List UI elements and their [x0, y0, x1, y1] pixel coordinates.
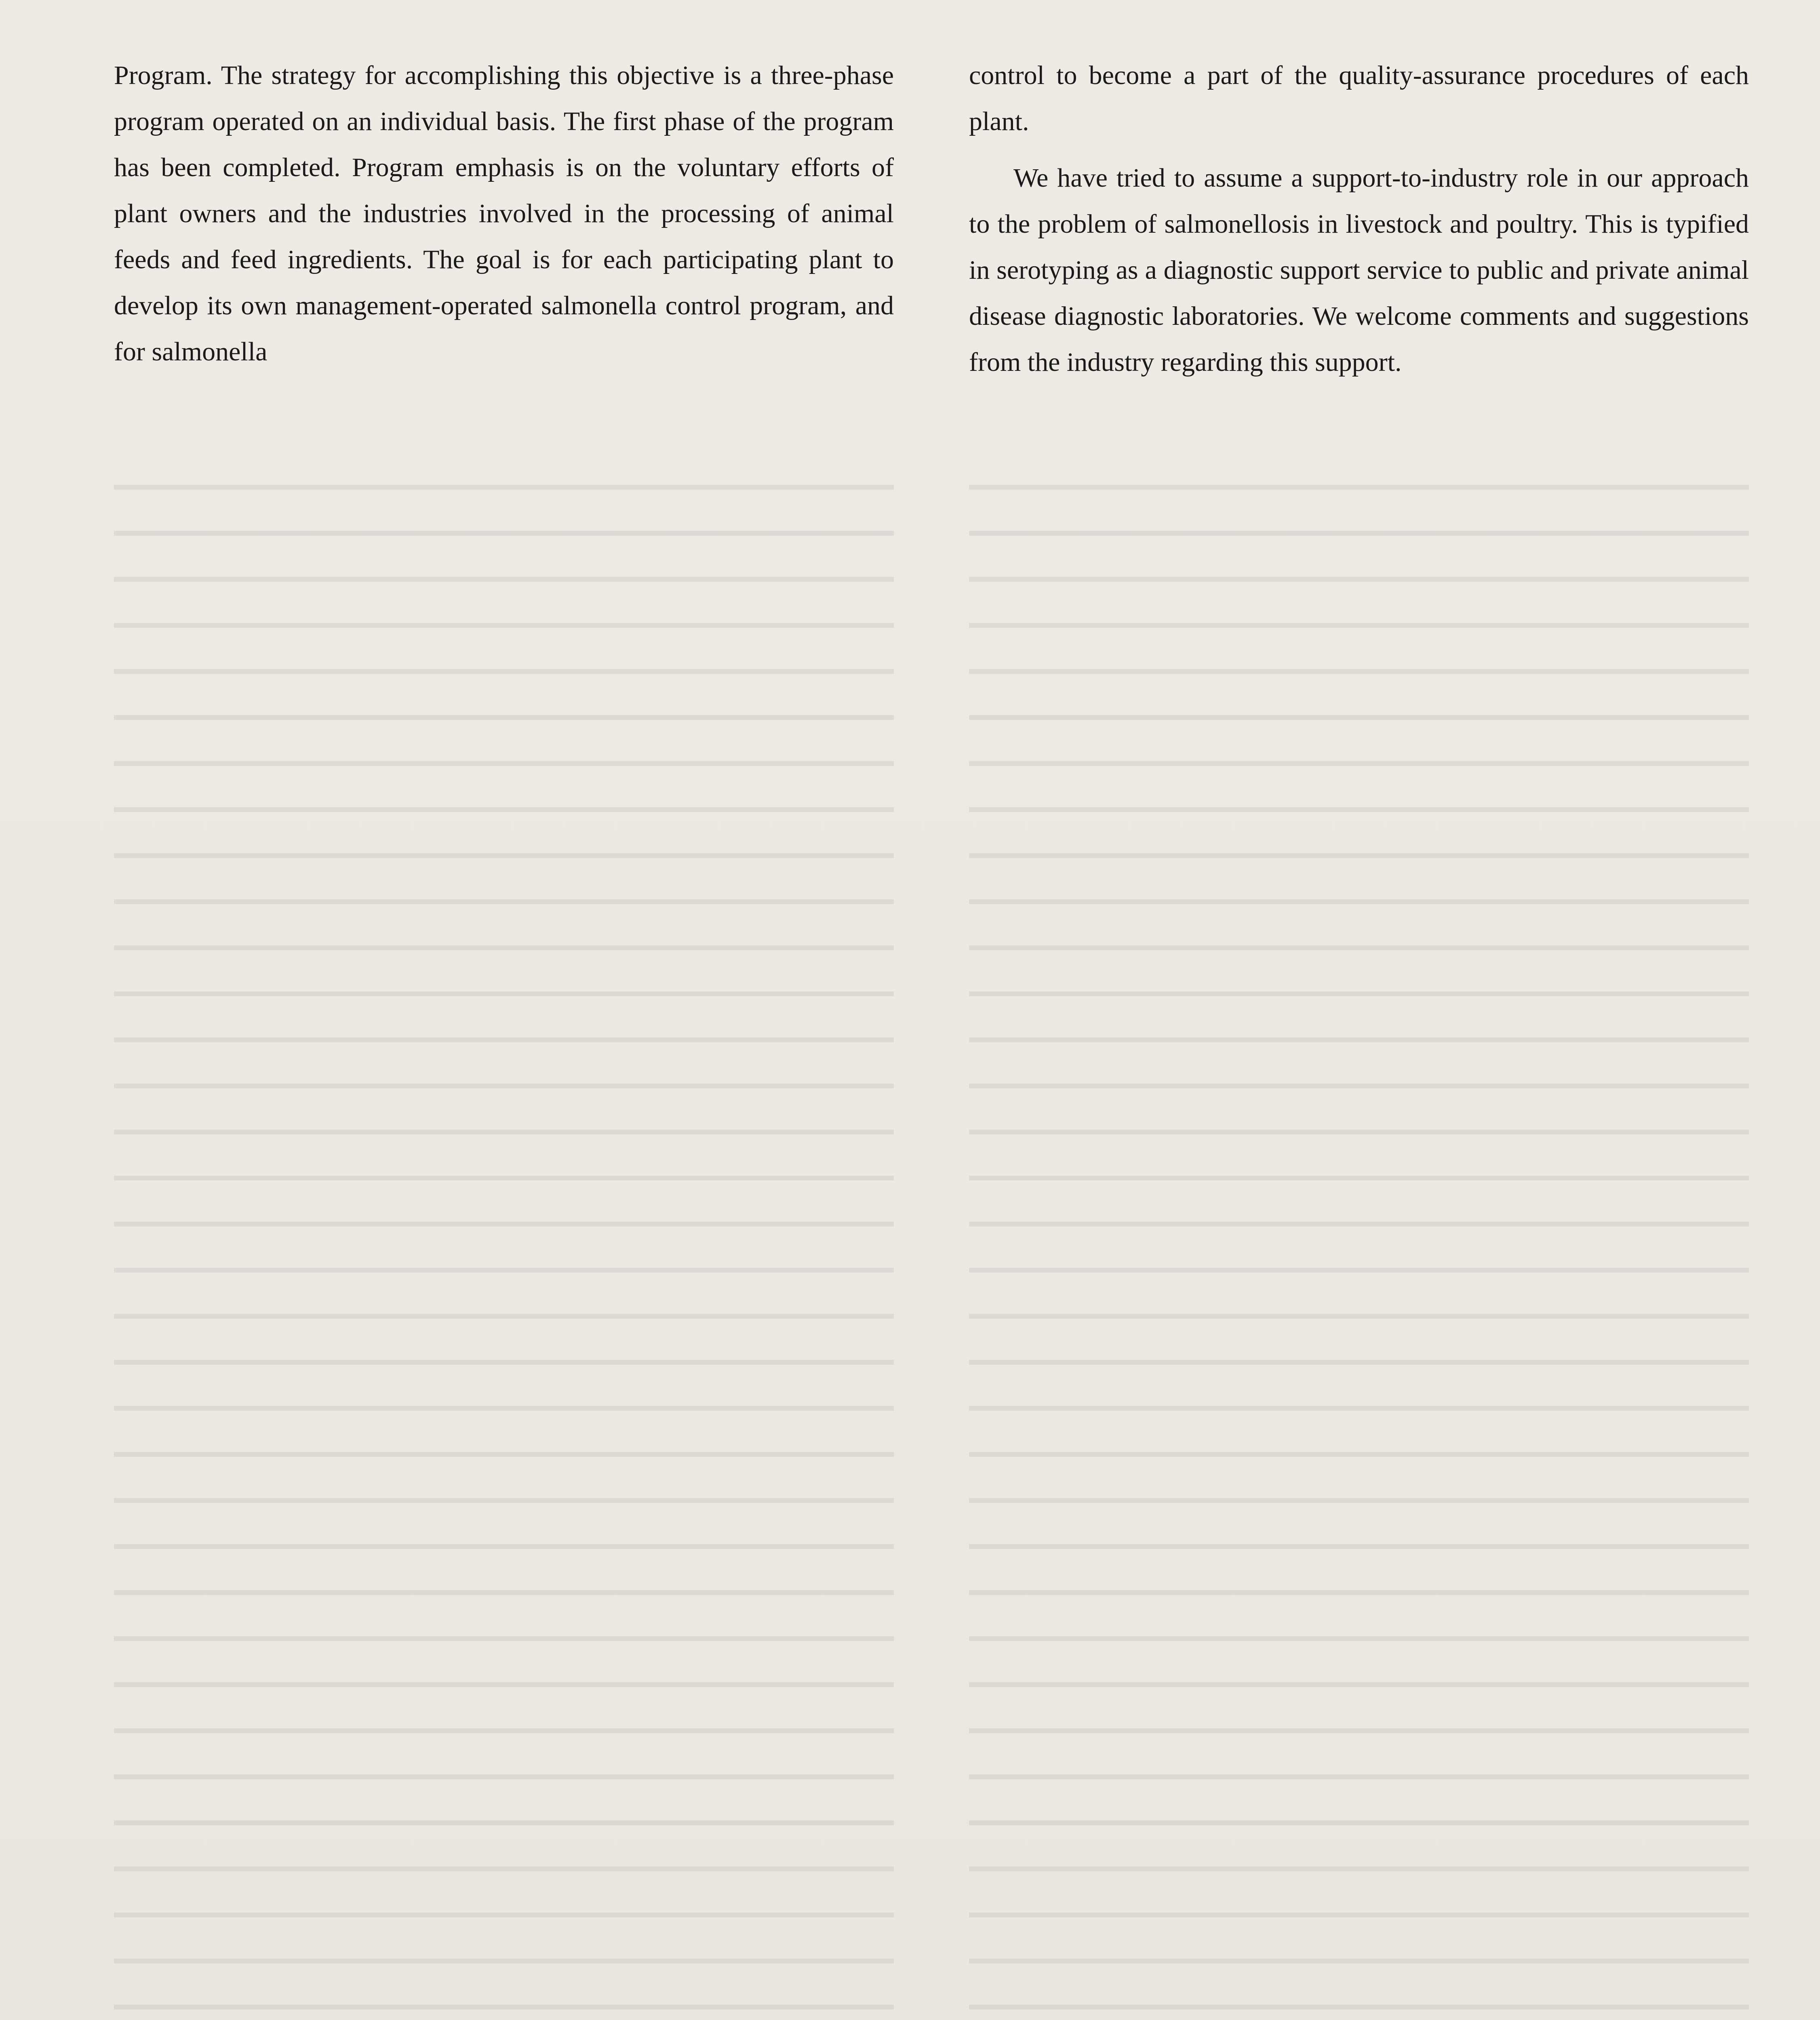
left-paragraph-1: Program. The strategy for accomplishing this objective is a three-phase program operated on an individual basis. The first phase of the program has been completed. Program emphasis is on the voluntary efforts of plant owners and the industries involved in the processing of animal feeds and feed ingredients. The goal is for each participating plant to develop its own management-operated salmonella control program, and for salmonella	[114, 61, 894, 366]
right-paragraph-1: control to become a part of the quality-assurance procedures of each plant.	[969, 61, 1749, 136]
bleed-through-left	[114, 465, 894, 2020]
left-text-column	[114, 53, 894, 375]
bleed-through-right	[969, 465, 1749, 2020]
right-paragraph-2: We have tried to assume a support-to-industry role in our approach to the problem of salmonellosis in livestock and poultry. This is typified in serotyping as a diagnostic support service to public and private animal disease diagnostic laboratories. We welcome comments and suggestions from the industry regarding this support.	[969, 163, 1749, 377]
right-text-column	[969, 53, 1749, 385]
